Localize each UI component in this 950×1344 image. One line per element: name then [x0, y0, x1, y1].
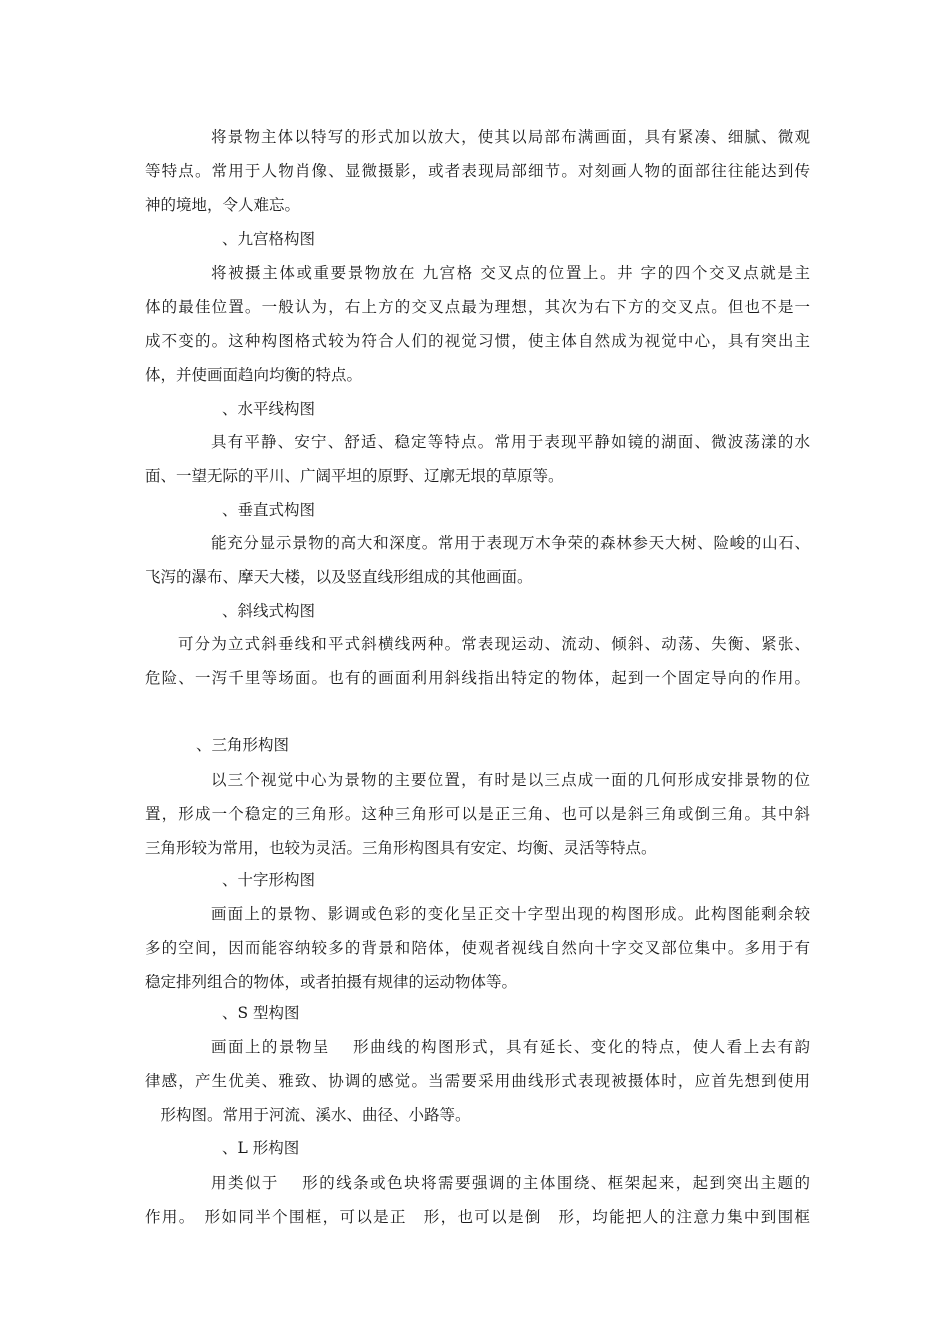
vertical-heading: 、垂直式构图: [222, 501, 316, 519]
diagonal-line-2: 危险、一泻千里等场面。也有的画面利用斜线指出特定的物体，起到一个固定导向的作用。: [145, 669, 810, 687]
cross-heading: 、十字形构图: [222, 871, 316, 889]
s-shape-line-3: 形构图。常用于河流、溪水、曲径、小路等。: [145, 1106, 471, 1124]
cross-line-1: 画面上的景物、影调或色彩的变化呈正交十字型出现的构图形成。此构图能剩余较: [211, 905, 810, 923]
horizontal-heading: 、水平线构图: [222, 400, 316, 418]
vertical-line-1: 能充分显示景物的高大和深度。常用于表现万木争荣的森林参天大树、险峻的山石、: [211, 534, 810, 552]
nine-grid-line-1: 将被摄主体或重要景物放在 九宫格 交叉点的位置上。井 字的四个交叉点就是主: [211, 264, 810, 282]
l-shape-heading: 、L 形构图: [222, 1139, 300, 1157]
closeup-line-3: 神的境地，令人难忘。: [145, 196, 301, 214]
triangle-heading: 、三角形构图: [196, 736, 290, 754]
closeup-line-1: 将景物主体以特写的形式加以放大，使其以局部布满画面，具有紧凑、细腻、微观: [211, 128, 810, 146]
vertical-line-2: 飞泻的瀑布、摩天大楼，以及竖直线形组成的其他画面。: [145, 568, 533, 586]
triangle-line-3: 三角形较为常用，也较为灵活。三角形构图具有安定、均衡、灵活等特点。: [145, 839, 657, 857]
diagonal-line-1: 可分为立式斜垂线和平式斜横线两种。常表现运动、流动、倾斜、动荡、失衡、紧张、: [178, 635, 810, 653]
l-shape-line-2: 作用。 形如同半个围框，可以是正 形，也可以是倒 形，均能把人的注意力集中到围框: [145, 1208, 810, 1226]
s-shape-line-2: 律感，产生优美、雅致、协调的感觉。当需要采用曲线形式表现被摄体时，应首先想到使用: [145, 1072, 810, 1090]
triangle-line-1: 以三个视觉中心为景物的主要位置，有时是以三点成一面的几何形成安排景物的位: [211, 771, 810, 789]
nine-grid-line-4: 体，并使画面趋向均衡的特点。: [145, 366, 363, 384]
s-shape-heading: 、S 型构图: [222, 1004, 300, 1022]
horizontal-line-2: 面、一望无际的平川、广阔平坦的原野、辽廓无垠的草原等。: [145, 467, 564, 485]
diagonal-heading: 、斜线式构图: [222, 602, 316, 620]
cross-line-3: 稳定排列组合的物体，或者拍摄有规律的运动物体等。: [145, 973, 518, 991]
s-shape-line-1: 画面上的景物呈 形曲线的构图形式，具有延长、变化的特点，使人看上去有韵: [211, 1038, 810, 1056]
closeup-line-2: 等特点。常用于人物肖像、显微摄影，或者表现局部细节。对刻画人物的面部往往能达到传: [145, 162, 810, 180]
triangle-line-2: 置，形成一个稳定的三角形。这种三角形可以是正三角、也可以是斜三角或倒三角。其中斜: [145, 805, 810, 823]
nine-grid-line-2: 体的最佳位置。一般认为，右上方的交叉点最为理想，其次为右下方的交叉点。但也不是一: [145, 298, 810, 316]
nine-grid-heading: 、九宫格构图: [222, 230, 316, 248]
nine-grid-line-3: 成不变的。这种构图格式较为符合人们的视觉习惯，使主体自然成为视觉中心，具有突出主: [145, 332, 810, 350]
horizontal-line-1: 具有平静、安宁、舒适、稳定等特点。常用于表现平静如镜的湖面、微波荡漾的水: [211, 433, 810, 451]
l-shape-line-1: 用类似于 形的线条或色块将需要强调的主体围绕、框架起来，起到突出主题的: [211, 1174, 810, 1192]
cross-line-2: 多的空间，因而能容纳较多的背景和陪体，使观者视线自然向十字交叉部位集中。多用于有: [145, 939, 810, 957]
